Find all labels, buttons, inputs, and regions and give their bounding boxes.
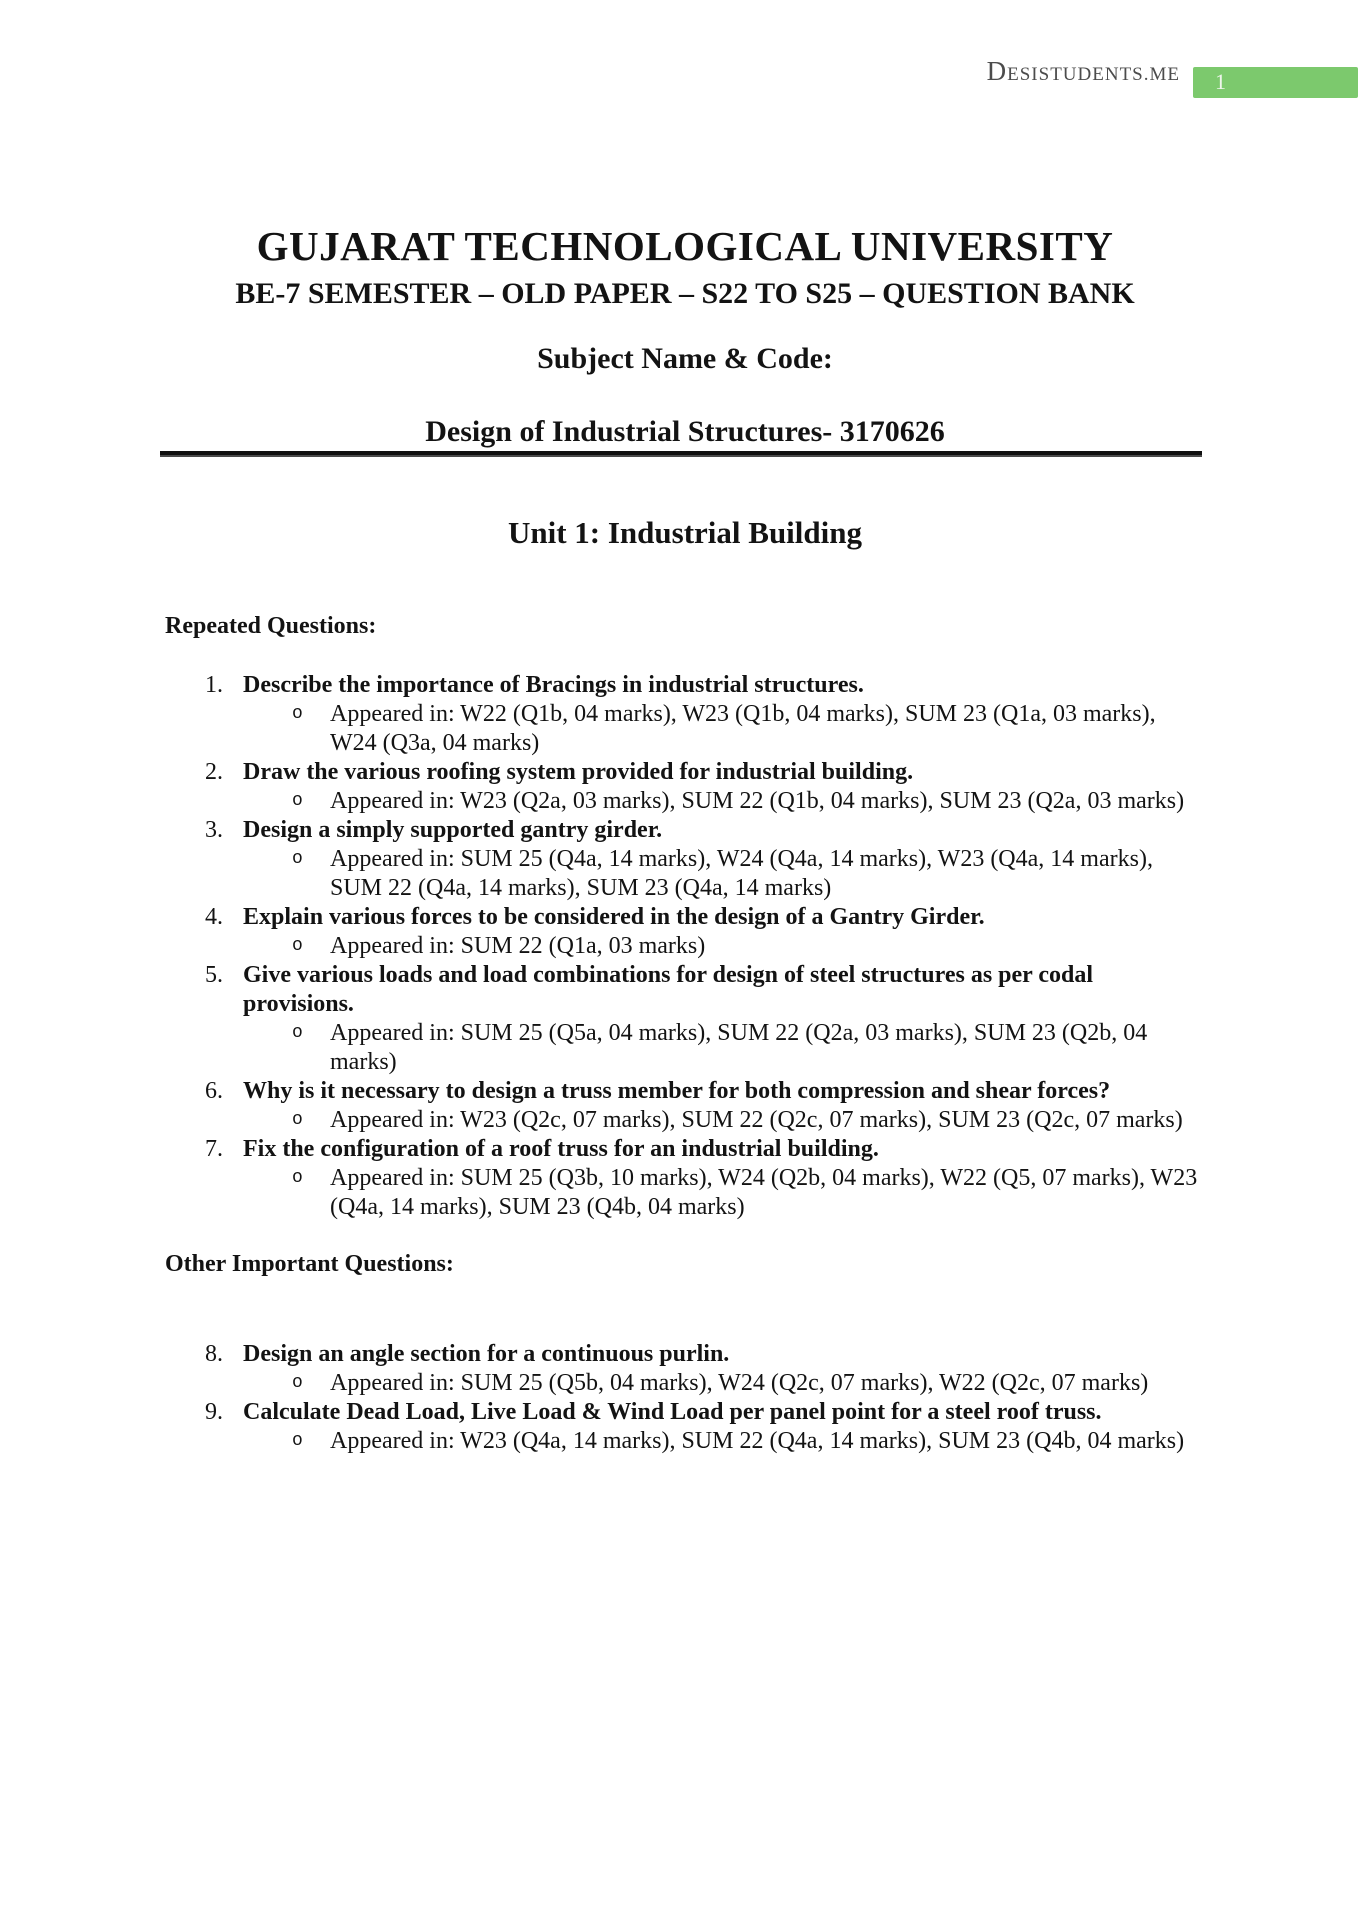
unit-heading: Unit 1: Industrial Building [507,515,863,550]
appearance-row [243,1427,1205,1456]
question-number: 7. [205,1136,223,1162]
question-text: Draw the various roofing system provided for industrial building. [243,759,914,785]
subject-title: Design of Industrial Structures- 3170626 [425,415,945,448]
list-item [165,758,1205,816]
appearance-text: Appeared in: W22 (Q1b, 04 marks), W23 (Q1b, 04 marks), SUM 23 (Q1a, 03 marks), W24 (Q3a, 04 marks) [330,701,1156,756]
question-text: Design a simply supported gantry girder. [243,817,663,843]
appearance-text: Appeared in: SUM 25 (Q5a, 04 marks), SUM 22 (Q2a, 03 marks), SUM 23 (Q2b, 04 marks) [330,1020,1148,1075]
circle-bullet: o [292,849,303,869]
appearance-row [243,787,1205,816]
appearance-row [243,845,1205,903]
section-heading-repeated: Repeated Questions: [165,613,377,639]
list-item [165,961,1205,1077]
appearance-text: Appeared in: SUM 25 (Q4a, 14 marks), W24 (Q4a, 14 marks), W23 (Q4a, 14 marks), SUM 22 (Q4a, 14 marks), SUM 23 (Q4a, 14 marks) [330,846,1153,901]
appearance-text: Appeared in: SUM 25 (Q3b, 10 marks), W24 (Q2b, 04 marks), W22 (Q5, 07 marks), W23 (Q4a, 14 marks), SUM 23 (Q4b, 04 marks) [330,1165,1198,1220]
list-item [165,903,1205,961]
appearance-row [243,1019,1205,1077]
appearance-text: Appeared in: W23 (Q2a, 03 marks), SUM 22 (Q1b, 04 marks), SUM 23 (Q2a, 03 marks) [330,788,1185,814]
question-number: 5. [205,962,223,988]
circle-bullet: o [292,1023,303,1043]
list-item [165,1077,1205,1135]
question-number: 2. [205,759,223,785]
subject-label: Subject Name & Code: [537,342,833,375]
page-number-badge [1193,67,1358,98]
question-text: Design an angle section for a continuous purlin. [243,1341,730,1367]
other-questions-list [165,1340,1205,1456]
question-text: Why is it necessary to design a truss member for both compression and shear forces? [243,1078,1111,1104]
section-heading-other: Other Important Questions: [165,1251,454,1277]
question-text: Give various loads and load combinations for design of steel structures as per codal provisions. [243,962,1094,1017]
horizontal-rule [160,451,1202,457]
appearance-text: Appeared in: W23 (Q2c, 07 marks), SUM 22 (Q2c, 07 marks), SUM 23 (Q2c, 07 marks) [330,1107,1183,1133]
question-number: 3. [205,817,223,843]
question-number: 4. [205,904,223,930]
appearance-text: Appeared in: W23 (Q4a, 14 marks), SUM 22 (Q4a, 14 marks), SUM 23 (Q4b, 04 marks) [330,1428,1185,1454]
appearance-row [243,1106,1205,1135]
list-item [165,1135,1205,1222]
circle-bullet: o [292,1110,303,1130]
appearance-row [243,932,1205,961]
circle-bullet: o [292,1431,303,1451]
question-text: Explain various forces to be considered in the design of a Gantry Girder. [243,904,985,930]
list-item [165,1398,1205,1456]
circle-bullet: o [292,791,303,811]
question-number: 9. [205,1399,223,1425]
page-number: 1 [1215,69,1226,94]
appearance-text: Appeared in: SUM 25 (Q5b, 04 marks), W24 (Q2c, 07 marks), W22 (Q2c, 07 marks) [330,1370,1149,1396]
list-item [165,1340,1205,1398]
university-title: GUJARAT TECHNOLOGICAL UNIVERSITY [256,223,1114,269]
appearance-row [243,700,1205,758]
question-bank-banner: BE-7 SEMESTER – OLD PAPER – S22 TO S25 – QUESTION BANK [235,277,1135,310]
question-text: Describe the importance of Bracings in industrial structures. [243,672,864,698]
question-number: 6. [205,1078,223,1104]
appearance-row [243,1369,1205,1398]
question-number: 8. [205,1341,223,1367]
circle-bullet: o [292,936,303,956]
appearance-row [243,1164,1205,1222]
circle-bullet: o [292,1168,303,1188]
list-item [165,671,1205,758]
list-item [165,816,1205,903]
document-content [165,222,1205,1456]
question-text: Fix the configuration of a roof truss for an industrial building. [243,1136,879,1162]
circle-bullet: o [292,704,303,724]
question-number: 1. [205,672,223,698]
repeated-questions-list [165,671,1205,1222]
site-name: DESISTUDENTS.ME [986,56,1180,86]
circle-bullet: o [292,1373,303,1393]
appearance-text: Appeared in: SUM 22 (Q1a, 03 marks) [330,933,706,959]
question-text: Calculate Dead Load, Live Load & Wind Load per panel point for a steel roof truss. [243,1399,1102,1425]
